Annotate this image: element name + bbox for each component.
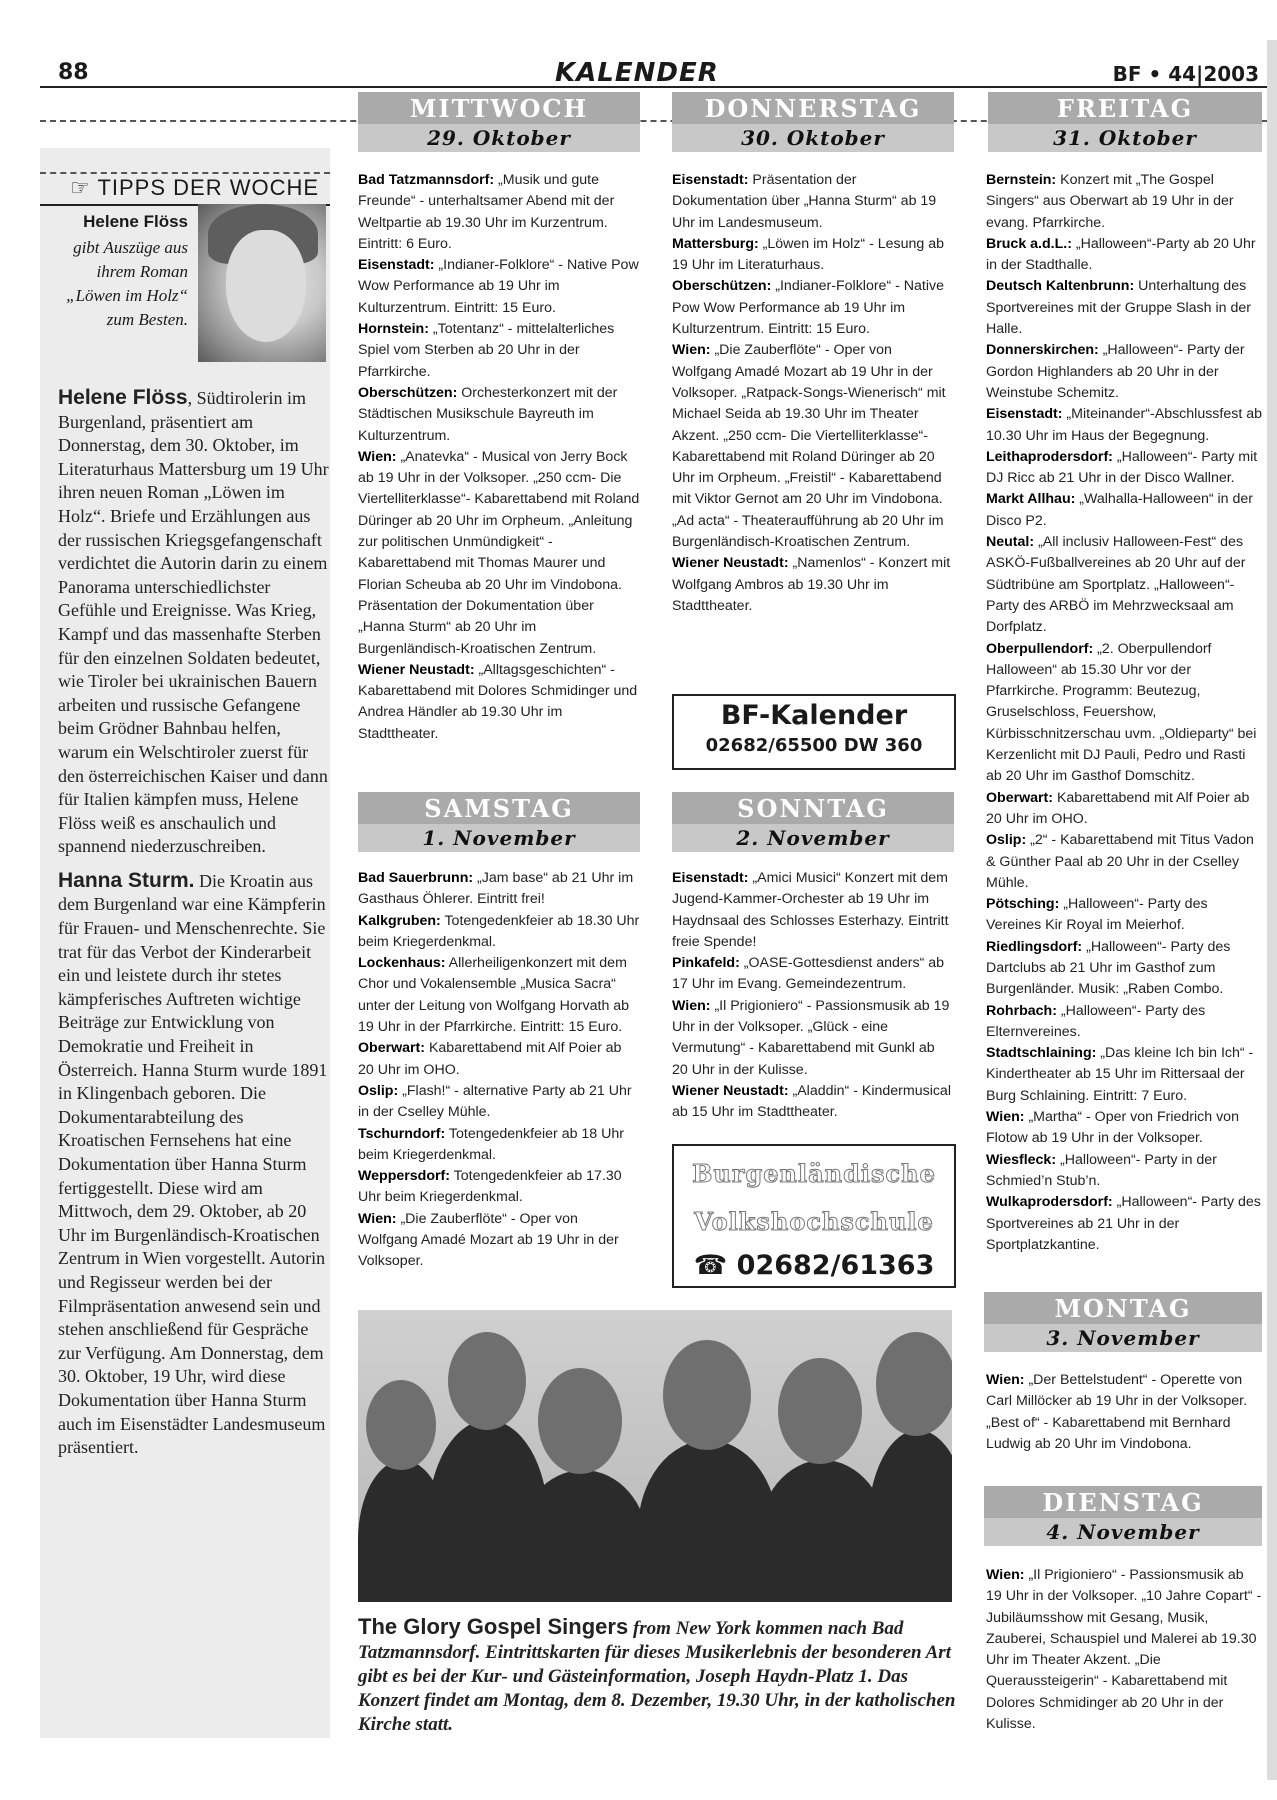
singer-figure bbox=[868, 1430, 952, 1602]
tipps-lead: Helene Flöss bbox=[58, 386, 188, 409]
portrait-photo bbox=[198, 204, 326, 362]
event-place: Kalkgruben: bbox=[358, 912, 441, 929]
events-mittwoch bbox=[358, 170, 640, 745]
event-entry bbox=[986, 170, 1262, 234]
singer-head bbox=[538, 1368, 622, 1474]
event-place: Wien: bbox=[672, 997, 711, 1014]
day-header-montag bbox=[984, 1292, 1262, 1352]
event-entry bbox=[986, 404, 1262, 447]
event-place: Stadtschlaining: bbox=[986, 1045, 1097, 1062]
event-text: Orchesterkonzert mit der Städtischen Musikschule Bayreuth im Kulturzentrum. bbox=[358, 384, 618, 444]
day-header-sonntag bbox=[672, 792, 954, 852]
event-text: Kabarettabend mit Alf Poier ab 20 Uhr im OHO. bbox=[986, 789, 1250, 827]
bf-kalender-box bbox=[672, 694, 956, 770]
day-name: MONTAG bbox=[1054, 1294, 1192, 1323]
event-entry bbox=[986, 447, 1262, 490]
event-text: „Aladdin“ - Kindermusical ab 15 Uhr im Stadttheater. bbox=[672, 1082, 951, 1121]
photo-caption bbox=[358, 1614, 958, 1737]
event-entry bbox=[358, 1124, 640, 1167]
event-entry bbox=[986, 276, 1262, 340]
event-place: Wien: bbox=[672, 342, 711, 359]
event-entry bbox=[672, 170, 954, 234]
telephone-icon: ☎ bbox=[693, 1250, 728, 1281]
day-date: 29. Oktober bbox=[358, 124, 640, 152]
day-date: 1. November bbox=[358, 824, 640, 852]
event-place: Pinkafeld: bbox=[672, 955, 740, 972]
header-rule bbox=[40, 86, 1267, 88]
event-place: Donnerskirchen: bbox=[986, 342, 1099, 359]
events-dienstag bbox=[986, 1565, 1262, 1735]
event-text: Totengedenkfeier ab 18.30 Uhr beim Kriegerdenkmal. bbox=[358, 912, 640, 950]
event-text: „Flash!“ - alternative Party ab 21 Uhr in der Cselley Mühle. bbox=[358, 1082, 632, 1121]
event-text: „Halloween“- Party der Gordon Highlanders ab 20 Uhr in der Weinstube Schemitz. bbox=[986, 342, 1245, 401]
event-place: Oslip: bbox=[358, 1082, 399, 1099]
event-place: Markt Allhau: bbox=[986, 491, 1076, 508]
events-samstag bbox=[358, 868, 640, 1273]
event-place: Neutal: bbox=[986, 534, 1035, 551]
event-entry bbox=[986, 937, 1262, 1001]
event-place: Oberschützen: bbox=[358, 384, 458, 401]
event-text: „Namenlos“ - Konzert mit Wolfgang Ambros ab 19.30 Uhr im Stadttheater. bbox=[672, 555, 951, 614]
event-entry bbox=[986, 1192, 1262, 1256]
event-text: Totengedenkfeier ab 17.30 Uhr beim Kriegerdenkmal. bbox=[358, 1168, 622, 1206]
photo-caption-text: from New York kommen nach Bad Tatzmannsdorf. Eintrittskarten für dieses Musikerlebnis der besonderen Art gibt es bei der Kur- und Gästeinformation, Joseph Haydn-Platz 1. Das Konzert findet am Montag, dem 8. Dezember, 19.30 Uhr, in der katholischen Kirche statt. bbox=[358, 1618, 956, 1735]
event-entry bbox=[672, 996, 954, 1081]
gospel-singers-photo bbox=[358, 1310, 952, 1602]
event-place: Deutsch Kaltenbrunn: bbox=[986, 278, 1135, 295]
singer-figure bbox=[518, 1470, 648, 1602]
singer-head bbox=[778, 1358, 862, 1464]
event-entry bbox=[986, 1565, 1262, 1735]
singer-head bbox=[366, 1380, 436, 1470]
event-text: „Il Prigioniero“ - Passionsmusik ab 19 Uhr in der Volksoper. „Glück - eine Vermutung“ - Kabarettabend mit Gunkl ab 20 Uhr in der Kulisse. bbox=[672, 997, 950, 1078]
event-entry bbox=[986, 1370, 1262, 1455]
day-header-donnerstag bbox=[672, 92, 954, 152]
event-entry bbox=[358, 911, 640, 954]
bf-kalender-title: BF-Kalender bbox=[720, 700, 908, 731]
events-sonntag bbox=[672, 868, 954, 1124]
page-number: 88 bbox=[58, 60, 89, 85]
bf-kalender-phone: 02682/65500 DW 360 bbox=[705, 735, 923, 756]
event-place: Wiener Neustadt: bbox=[672, 555, 789, 572]
event-text: Präsentation der Dokumentation über „Hanna Sturm“ ab 19 Uhr im Landesmuseum. bbox=[672, 172, 937, 231]
event-entry bbox=[986, 1150, 1262, 1193]
event-entry bbox=[358, 868, 640, 911]
event-entry bbox=[358, 1081, 640, 1124]
event-entry bbox=[986, 340, 1262, 404]
event-place: Wien: bbox=[986, 1567, 1025, 1583]
event-entry bbox=[986, 489, 1262, 532]
portrait-face bbox=[226, 230, 306, 342]
singer-head bbox=[663, 1340, 751, 1450]
event-text: „Halloween“-Party ab 20 Uhr in der Stadthalle. bbox=[986, 235, 1256, 274]
event-place: Pötsching: bbox=[986, 896, 1060, 913]
event-text: „Die Zauberflöte“ - Oper von Wolfgang Amadé Mozart ab 19 Uhr in der Volksoper. bbox=[358, 1210, 619, 1270]
event-text: „Halloween“- Party des Dartclubs ab 21 Uhr im Gasthof zum Burgenländer. Musik: „Raben Combo. bbox=[986, 938, 1231, 998]
event-text: „2“ - Kabarettabend mit Titus Vadon & Günther Paal ab 20 Uhr in der Cselley Mühle. bbox=[986, 832, 1254, 891]
event-text: „Der Bettelstudent“ - Operette von Carl Millöcker ab 19 Uhr in der Volksoper. „Best of“ - Kabarettabend mit Bernhard Ludwig ab 20 Uhr im Vindobona. bbox=[986, 1372, 1248, 1452]
event-entry bbox=[986, 532, 1262, 638]
event-place: Eisenstadt: bbox=[672, 870, 749, 886]
event-place: Bruck a.d.L.: bbox=[986, 235, 1072, 252]
event-text: Konzert mit „The Gospel Singers“ aus Oberwart ab 19 Uhr in der evang. Pfarrkirche. bbox=[986, 172, 1234, 231]
event-entry bbox=[358, 953, 640, 1038]
event-text: Allerheiligenkonzert mit dem Chor und Vokalensemble „Musica Sacra“ unter der Leitung von Wolfgang Horvath ab 19 Uhr in der Pfarrkirche. Eintritt: 15 Euro. bbox=[358, 955, 630, 1036]
day-date: 30. Oktober bbox=[672, 124, 954, 152]
events-donnerstag bbox=[672, 170, 954, 617]
event-text: „Halloween“- Party des Sportvereines ab 21 Uhr in der Sportplatzkantine. bbox=[986, 1194, 1261, 1253]
event-place: Eisenstadt: bbox=[986, 406, 1063, 423]
event-entry bbox=[358, 1209, 640, 1273]
day-name: DONNERSTAG bbox=[704, 94, 922, 123]
event-text: „Die Zauberflöte“ - Oper von Wolfgang Amadé Mozart ab 19 Uhr in der Volksoper. „Ratpack-Songs-Wienerisch“ mit Michael Seida ab 19.30 Uhr im Theater Akzent. „250 ccm- Die Viertelliterklasse“- Kabarettabend mit Roland Düringer ab 20 Uhr im Orpheum. „Freistil“ - Kabarettabend mit Viktor Gernot am 20 Uhr im Vindobona. „Ad acta“ - Theateraufführung ab 20 Uhr im Burgenländisch-Kroatischen Zentrum. bbox=[672, 342, 946, 551]
event-entry bbox=[672, 868, 954, 953]
event-text: „Musik und gute Freunde“ - unterhaltsamer Abend mit der Weltpartie ab 19.30 Uhr im Kurzentrum. Eintritt: 6 Euro. bbox=[358, 172, 615, 252]
photo-caption-band: The Glory Gospel Singers bbox=[358, 1614, 629, 1639]
tipps-paragraph bbox=[58, 386, 330, 859]
event-place: Wien: bbox=[358, 1210, 397, 1227]
event-entry bbox=[358, 1166, 640, 1209]
event-place: Wien: bbox=[358, 448, 397, 465]
event-text: Kabarettabend mit Alf Poier ab 20 Uhr im OHO. bbox=[358, 1040, 622, 1078]
day-name: SONNTAG bbox=[737, 794, 889, 823]
singer-figure bbox=[638, 1440, 778, 1602]
tipps-title-text: TIPPS DER WOCHE bbox=[97, 175, 320, 200]
section-title: KALENDER bbox=[555, 58, 719, 88]
event-text: „Löwen im Holz“ - Lesung ab 19 Uhr im Literaturhaus. bbox=[672, 235, 945, 274]
tipps-title bbox=[70, 175, 319, 201]
day-date: 31. Oktober bbox=[988, 124, 1262, 152]
tipps-dashed-rule bbox=[40, 172, 330, 174]
event-text: „All inclusiv Halloween-Fest“ des ASKÖ-Fußballvereines ab 20 Uhr auf der Südtribüne am Sportplatz. „Halloween“-Party des ARBÖ im Mehrzwecksaal am Dorfplatz. bbox=[986, 534, 1246, 636]
vhs-line-2: Volkshochschule bbox=[694, 1207, 934, 1236]
event-entry bbox=[672, 1081, 954, 1124]
day-date: 2. November bbox=[672, 824, 954, 852]
event-text: „Indianer-Folklore“ - Native Pow Wow Performance ab 19 Uhr im Kulturzentrum. Eintritt: 15 Euro. bbox=[358, 257, 639, 316]
event-place: Mattersburg: bbox=[672, 235, 759, 252]
vhs-line-1: Burgenländische bbox=[692, 1159, 936, 1188]
event-place: Oberschützen: bbox=[672, 278, 772, 295]
event-place: Bad Sauerbrunn: bbox=[358, 870, 474, 886]
event-place: Eisenstadt: bbox=[672, 172, 749, 188]
event-text: „Das kleine Ich bin Ich“ - Kindertheater ab 15 Uhr im Rittersaal der Burg Schlaining. Eintritt: 7 Euro. bbox=[986, 1045, 1254, 1104]
event-place: Wien: bbox=[986, 1109, 1025, 1126]
tipps-paragraph bbox=[58, 869, 330, 1460]
day-name: FREITAG bbox=[1056, 94, 1194, 123]
event-text: „Halloween“- Party in der Schmied’n Stub’n. bbox=[986, 1151, 1217, 1189]
vhs-phone-number: 02682/61363 bbox=[736, 1250, 935, 1281]
events-freitag bbox=[986, 170, 1262, 1256]
events-montag bbox=[986, 1370, 1262, 1455]
event-text: „Walhalla-Halloween“ in der Disco P2. bbox=[986, 491, 1254, 529]
event-entry bbox=[986, 1001, 1262, 1044]
day-name: SAMSTAG bbox=[424, 794, 574, 823]
day-header-freitag bbox=[988, 92, 1262, 152]
day-header-dienstag bbox=[984, 1486, 1262, 1546]
event-text: „Halloween“- Party des Elternvereines. bbox=[986, 1002, 1206, 1040]
event-place: Wiesfleck: bbox=[986, 1151, 1057, 1168]
event-place: Bernstein: bbox=[986, 172, 1057, 188]
day-header-mittwoch bbox=[358, 92, 640, 152]
event-place: Oberwart: bbox=[986, 789, 1054, 806]
event-text: „Alltagsgeschichten“ - Kabarettabend mit Dolores Schmidinger und Andrea Händler ab 19.30 Uhr im Stadttheater. bbox=[358, 661, 638, 742]
tipps-text: , Südtirolerin im Burgenland, präsentiert am Donnerstag, dem 30. Oktober, im Literaturhaus Mattersburg um 19 Uhr ihren neuen Roman „Löwen im Holz“. Briefe und Erzählungen aus der russischen Kriegsgefangenschaft verdichtet die Autorin darin zu einem Panorama unterschiedlichster Gefühle und Ereignisse. Was Krieg, Kampf und das massenhafte Sterben für den einzelnen Soldaten bedeutet, wie Tiroler bei ukrainischen Bauern arbeiten und russische Gefangene beim Grödner Bahnbau helfen, warum ein Welschtiroler zuerst für den österreichischen Kaiser und dann für Italien kämpfen muss, Helene Flöss weiß es anschaulich und spannend niederzuschreiben. bbox=[58, 388, 329, 857]
event-entry bbox=[672, 234, 954, 277]
day-name: DIENSTAG bbox=[1042, 1488, 1204, 1517]
day-date: 3. November bbox=[984, 1324, 1262, 1352]
event-entry bbox=[358, 447, 640, 660]
event-entry bbox=[358, 383, 640, 447]
event-entry bbox=[672, 553, 954, 617]
event-place: Oberpullendorf: bbox=[986, 640, 1094, 657]
event-text: „Halloween“- Party mit DJ Ricc ab 21 Uhr in der Disco Wallner. bbox=[986, 448, 1258, 487]
event-text: „Miteinander“-Abschlussfest ab 10.30 Uhr im Haus der Begegnung. bbox=[986, 406, 1262, 444]
event-entry bbox=[986, 894, 1262, 937]
event-entry bbox=[358, 660, 640, 745]
event-text: „Il Prigioniero“ - Passionsmusik ab 19 Uhr in der Volksoper. „10 Jahre Copart“ - Jubiläumsshow mit Gesang, Musik, Zauberei, Schauspiel und Malerei ab 19.30 Uhr im Theater Akzent. „Die Queraussteigerin“ - Kabarettabend mit Dolores Schmidinger ab 20 Uhr in der Kulisse. bbox=[986, 1567, 1262, 1733]
event-text: „Indianer-Folklore“ - Native Pow Wow Performance ab 19 Uhr im Kulturzentrum. Eintritt: 15 Euro. bbox=[672, 278, 944, 338]
page-edge bbox=[1267, 40, 1277, 1780]
event-place: Rohrbach: bbox=[986, 1002, 1057, 1019]
event-entry bbox=[986, 830, 1262, 894]
event-place: Weppersdorf: bbox=[358, 1168, 450, 1185]
event-place: Lockenhaus: bbox=[358, 955, 446, 972]
portrait-caption-name: Helene Flöss bbox=[83, 212, 188, 231]
day-header-samstag bbox=[358, 792, 640, 852]
event-entry bbox=[986, 788, 1262, 831]
vhs-phone bbox=[674, 1250, 954, 1281]
event-entry bbox=[986, 234, 1262, 277]
event-text: „Jam base“ ab 21 Uhr im Gasthaus Öhlerer. Eintritt frei! bbox=[358, 870, 634, 908]
event-place: Eisenstadt: bbox=[358, 257, 435, 274]
event-entry bbox=[358, 1038, 640, 1081]
singer-head bbox=[876, 1332, 952, 1436]
event-entry bbox=[986, 1043, 1262, 1107]
event-text: „Anatevka“ - Musical von Jerry Bock ab 19 Uhr in der Volksoper. „250 ccm- Die Viertelliterklasse“- Kabarettabend mit Roland Düringer ab 20 Uhr im Orpheum. „Anleitung zur politischen Unmündigkeit“ - Kabarettabend mit Thomas Maurer und Florian Scheuba ab 20 Uhr im Vindobona. Präsentation der Dokumentation über „Hanna Sturm“ ab 20 Uhr im Burgenländisch-Kroatischen Zentrum. bbox=[358, 448, 640, 657]
event-place: Leithaprodersdorf: bbox=[986, 448, 1113, 465]
event-place: Bad Tatzmannsdorf: bbox=[358, 172, 495, 188]
event-entry bbox=[358, 319, 640, 383]
event-text: „Martha“ - Oper von Friedrich von Flotow ab 19 Uhr in der Volksoper. bbox=[986, 1109, 1239, 1147]
event-text: „Totentanz“ - mittelalterliches Spiel vom Sterben ab 20 Uhr in der Pfarrkirche. bbox=[358, 321, 615, 380]
volkshochschule-box bbox=[672, 1144, 956, 1288]
event-place: Wiener Neustadt: bbox=[358, 661, 475, 678]
event-place: Wulkaprodersdorf: bbox=[986, 1194, 1113, 1211]
event-entry bbox=[986, 1107, 1262, 1150]
event-text: „OASE-Gottesdienst anders“ ab 17 Uhr im Evang. Gemeindezentrum. bbox=[672, 955, 945, 993]
event-place: Hornstein: bbox=[358, 321, 429, 338]
event-place: Wiener Neustadt: bbox=[672, 1082, 789, 1099]
tipps-text: Die Kroatin aus dem Burgenland war eine Kämpferin für Frauen- und Menschenrechte. Sie trat für das Verbot der Kinderarbeit ein und leistete durch ihr stetes kämpferisches Auftreten wichtige Beiträge zur Entwicklung von Demokratie und Freiheit in Österreich. Hanna Sturm wurde 1891 in Klingenbach geboren. Die Dokumentarabteilung des Kroatischen Fernsehens hat eine Dokumentation über Hanna Sturm fertiggestellt. Diese wird am Mittwoch, dem 29. Oktober, ab 20 Uhr im Burgenländisch-Kroatischen Zentrum in Wien vorgestellt. Autorin und Regisseur werden bei der Filmpräsentation anwesend sein und stehen anschließend für Gespräche zur Verfügung. Am Donnerstag, dem 30. Oktober, 19 Uhr, wird diese Dokumentation über Hanna Sturm auch im Eisenstädter Landesmuseum präsentiert. bbox=[58, 870, 328, 1458]
event-entry bbox=[358, 170, 640, 255]
day-date: 4. November bbox=[984, 1518, 1262, 1546]
event-entry bbox=[986, 639, 1262, 788]
event-entry bbox=[672, 340, 954, 553]
event-entry bbox=[672, 953, 954, 996]
pointing-hand-icon: ☞ bbox=[70, 175, 91, 200]
event-entry bbox=[358, 255, 640, 319]
event-text: Totengedenkfeier ab 18 Uhr beim Kriegerdenkmal. bbox=[358, 1125, 625, 1163]
event-place: Tschurndorf: bbox=[358, 1125, 446, 1142]
singer-head bbox=[448, 1332, 526, 1430]
portrait-caption-text: gibt Auszüge aus ihrem Roman „Löwen im Holz“ zum Besten. bbox=[66, 238, 188, 329]
day-name: MITTWOCH bbox=[409, 94, 589, 123]
event-place: Oberwart: bbox=[358, 1040, 426, 1057]
event-place: Wien: bbox=[986, 1372, 1025, 1388]
event-place: Riedlingsdorf: bbox=[986, 938, 1083, 955]
event-text: „Halloween“- Party des Vereines Kir Royal im Meierhof. bbox=[986, 896, 1208, 934]
issue-label: BF • 44|2003 bbox=[1112, 62, 1259, 86]
tipps-lead: Hanna Sturm. bbox=[58, 868, 195, 892]
event-place: Oslip: bbox=[986, 832, 1027, 849]
event-text: Unterhaltung des Sportvereines mit der Gruppe Slash in der Halle. bbox=[986, 278, 1251, 338]
event-entry bbox=[672, 276, 954, 340]
event-text: „Amici Musici“ Konzert mit dem Jugend-Kammer-Orchester ab 19 Uhr im Haydnsaal des Schlosses Esterhazy. Eintritt freie Spende! bbox=[672, 870, 949, 950]
tipps-body bbox=[58, 386, 330, 1470]
event-text: „2. Oberpullendorf Halloween“ ab 15.30 Uhr vor der Pfarrkirche. Programm: Beutezug, Gruselschloss, Feuershow, Kürbisschnitzerschau uvm. „Oldieparty“ bei Kerzenlicht mit DJ Pauli, Pedro und Rasti ab 20 Uhr im Gasthof Domschitz. bbox=[986, 640, 1257, 785]
